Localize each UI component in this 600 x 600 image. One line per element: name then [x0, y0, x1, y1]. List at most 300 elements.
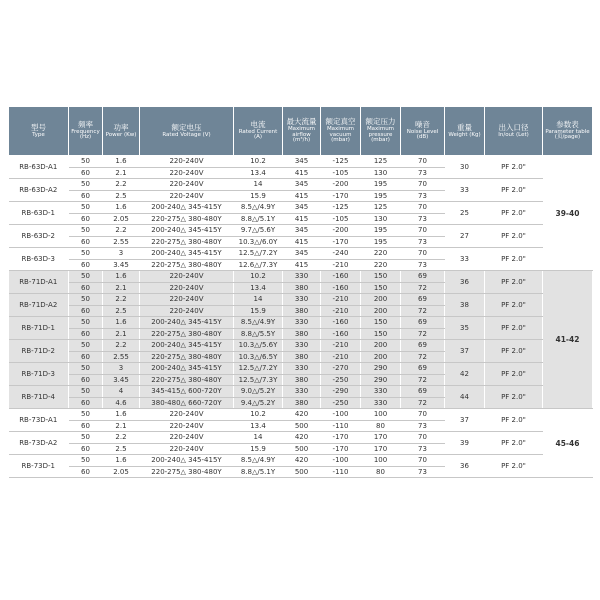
power-cell: 3.45: [103, 374, 140, 386]
table-row: [9, 363, 593, 375]
current-cell: 10.2: [234, 271, 283, 283]
frequency-cell: 60: [69, 259, 103, 271]
frequency-cell: 60: [69, 374, 103, 386]
frequency-cell: 50: [69, 363, 103, 375]
voltage-cell: 220-240V: [140, 167, 234, 179]
model-type-cell: RB-63D-1: [9, 202, 69, 225]
model-type-cell: RB-63D-A2: [9, 179, 69, 202]
header-inout-en: In/out (Let): [498, 131, 529, 138]
voltage-cell: 220-240V: [140, 443, 234, 455]
frequency-cell: 50: [69, 179, 103, 191]
power-cell: 2.2: [103, 179, 140, 191]
model-type-cell: RB-71D-1: [9, 317, 69, 340]
noise-cell: 72: [401, 282, 445, 294]
noise-cell: 69: [401, 294, 445, 306]
frequency-cell: 60: [69, 236, 103, 248]
vacuum-cell: -250: [321, 397, 361, 409]
frequency-cell: 60: [69, 213, 103, 225]
voltage-cell: 345-415△ 600-720Y: [140, 386, 234, 398]
airflow-cell: 415: [283, 167, 321, 179]
current-cell: 14: [234, 294, 283, 306]
power-cell: 1.6: [103, 455, 140, 467]
table-row: [9, 340, 593, 352]
power-cell: 2.5: [103, 190, 140, 202]
power-cell: 2.05: [103, 466, 140, 478]
vacuum-cell: -100: [321, 455, 361, 467]
airflow-cell: 330: [283, 271, 321, 283]
weight-cell: 36: [445, 455, 485, 478]
airflow-cell: 380: [283, 351, 321, 363]
weight-cell: 39: [445, 432, 485, 455]
header-frequency-zh: 频率: [78, 119, 93, 129]
pressure-cell: 150: [361, 282, 401, 294]
noise-cell: 73: [401, 420, 445, 432]
airflow-cell: 500: [283, 443, 321, 455]
vacuum-cell: -105: [321, 213, 361, 225]
vacuum-cell: -210: [321, 294, 361, 306]
pressure-cell: 200: [361, 294, 401, 306]
pressure-cell: 130: [361, 213, 401, 225]
header-page-en: Parameter table (页/page): [545, 128, 590, 141]
table-row: [9, 409, 593, 421]
header-type-en: Type: [32, 131, 45, 138]
vacuum-cell: -160: [321, 271, 361, 283]
current-cell: 8.8△/5.5Y: [234, 328, 283, 340]
current-cell: 8.5△/4.9Y: [234, 455, 283, 467]
current-cell: 13.4: [234, 167, 283, 179]
inout-cell: PF 2.0": [485, 294, 543, 317]
frequency-cell: 50: [69, 294, 103, 306]
noise-cell: 72: [401, 397, 445, 409]
voltage-cell: 200-240△ 345-415Y: [140, 340, 234, 352]
weight-cell: 37: [445, 409, 485, 432]
pressure-cell: 125: [361, 156, 401, 168]
pressure-cell: 200: [361, 340, 401, 352]
voltage-cell: 200-240△ 345-415Y: [140, 455, 234, 467]
airflow-cell: 345: [283, 202, 321, 214]
voltage-cell: 220-240V: [140, 294, 234, 306]
vacuum-cell: -110: [321, 420, 361, 432]
airflow-cell: 330: [283, 386, 321, 398]
airflow-cell: 500: [283, 420, 321, 432]
noise-cell: 72: [401, 305, 445, 317]
frequency-cell: 60: [69, 167, 103, 179]
header-power-en: Power (Kw): [105, 131, 137, 138]
noise-cell: 69: [401, 271, 445, 283]
vacuum-cell: -200: [321, 225, 361, 237]
pressure-cell: 100: [361, 455, 401, 467]
table-row: [9, 317, 593, 329]
pressure-cell: 290: [361, 374, 401, 386]
pressure-cell: 80: [361, 420, 401, 432]
airflow-cell: 415: [283, 213, 321, 225]
airflow-cell: 415: [283, 190, 321, 202]
airflow-cell: 420: [283, 455, 321, 467]
vacuum-cell: -210: [321, 340, 361, 352]
airflow-cell: 330: [283, 363, 321, 375]
header-page: [543, 107, 593, 156]
model-type-cell: RB-71D-A1: [9, 271, 69, 294]
header-voltage-zh: 额定电压: [171, 122, 202, 132]
power-cell: 2.1: [103, 420, 140, 432]
frequency-cell: 60: [69, 305, 103, 317]
noise-cell: 73: [401, 190, 445, 202]
header-pressure-en: Maximum pressure (mbar): [366, 125, 395, 144]
voltage-cell: 220-240V: [140, 409, 234, 421]
power-cell: 2.1: [103, 328, 140, 340]
inout-cell: PF 2.0": [485, 179, 543, 202]
voltage-cell: 220-240V: [140, 282, 234, 294]
current-cell: 8.8△/5.1Y: [234, 466, 283, 478]
weight-cell: 44: [445, 386, 485, 409]
power-cell: 2.2: [103, 340, 140, 352]
pressure-cell: 195: [361, 190, 401, 202]
noise-cell: 69: [401, 317, 445, 329]
header-pressure-zh: 额定压力: [365, 116, 396, 126]
inout-cell: PF 2.0": [485, 271, 543, 294]
header-noise-en: Noise Level (dB): [406, 128, 439, 141]
header-airflow: [283, 107, 321, 156]
pressure-cell: 125: [361, 202, 401, 214]
vacuum-cell: -125: [321, 202, 361, 214]
header-weight-en: Weight (Kg): [448, 131, 481, 138]
pressure-cell: 195: [361, 225, 401, 237]
airflow-cell: 380: [283, 305, 321, 317]
frequency-cell: 60: [69, 397, 103, 409]
voltage-cell: 200-240△ 345-415Y: [140, 202, 234, 214]
current-cell: 9.0△/5.2Y: [234, 386, 283, 398]
airflow-cell: 420: [283, 409, 321, 421]
current-cell: 10.3△/5.6Y: [234, 340, 283, 352]
frequency-cell: 50: [69, 455, 103, 467]
airflow-cell: 330: [283, 317, 321, 329]
noise-cell: 73: [401, 213, 445, 225]
table-row: [9, 455, 593, 467]
voltage-cell: 220-275△ 380-480Y: [140, 466, 234, 478]
header-frequency: [69, 107, 103, 156]
current-cell: 15.9: [234, 305, 283, 317]
power-cell: 1.6: [103, 409, 140, 421]
pressure-cell: 330: [361, 386, 401, 398]
noise-cell: 69: [401, 340, 445, 352]
current-cell: 10.3△/6.5Y: [234, 351, 283, 363]
voltage-cell: 220-240V: [140, 305, 234, 317]
current-cell: 12.6△/7.3Y: [234, 259, 283, 271]
current-cell: 10.2: [234, 156, 283, 168]
vacuum-cell: -210: [321, 259, 361, 271]
power-cell: 1.6: [103, 202, 140, 214]
frequency-cell: 50: [69, 225, 103, 237]
current-cell: 8.5△/4.9Y: [234, 202, 283, 214]
header-weight-zh: 重量: [457, 122, 472, 132]
vacuum-cell: -250: [321, 374, 361, 386]
current-cell: 13.4: [234, 282, 283, 294]
inout-cell: PF 2.0": [485, 386, 543, 409]
header-current: [234, 107, 283, 156]
pressure-cell: 80: [361, 466, 401, 478]
power-cell: 2.2: [103, 225, 140, 237]
voltage-cell: 220-240V: [140, 179, 234, 191]
model-type-cell: RB-63D-2: [9, 225, 69, 248]
weight-cell: 27: [445, 225, 485, 248]
weight-cell: 25: [445, 202, 485, 225]
power-cell: 2.55: [103, 351, 140, 363]
model-type-cell: RB-71D-4: [9, 386, 69, 409]
header-noise: [401, 107, 445, 156]
noise-cell: 72: [401, 351, 445, 363]
current-cell: 9.7△/5.6Y: [234, 225, 283, 237]
inout-cell: PF 2.0": [485, 340, 543, 363]
header-voltage: [140, 107, 234, 156]
model-type-cell: RB-71D-3: [9, 363, 69, 386]
weight-cell: 35: [445, 317, 485, 340]
weight-cell: 30: [445, 156, 485, 179]
voltage-cell: 220-275△ 380-480Y: [140, 236, 234, 248]
power-cell: 2.05: [103, 213, 140, 225]
frequency-cell: 60: [69, 466, 103, 478]
power-cell: 2.2: [103, 294, 140, 306]
noise-cell: 70: [401, 248, 445, 260]
table-row: [9, 179, 593, 191]
pressure-cell: 200: [361, 351, 401, 363]
power-cell: 1.6: [103, 317, 140, 329]
frequency-cell: 50: [69, 340, 103, 352]
inout-cell: PF 2.0": [485, 432, 543, 455]
model-type-cell: RB-63D-3: [9, 248, 69, 271]
model-type-cell: RB-63D-A1: [9, 156, 69, 179]
header-page-zh: 参数表: [556, 119, 579, 129]
pressure-cell: 100: [361, 409, 401, 421]
header-airflow-en: Maximum airflow (m³/h): [287, 125, 316, 144]
voltage-cell: 220-240V: [140, 156, 234, 168]
frequency-cell: 50: [69, 409, 103, 421]
noise-cell: 69: [401, 363, 445, 375]
voltage-cell: 220-275△ 380-480Y: [140, 374, 234, 386]
spec-body: [9, 156, 593, 478]
page-ref-cell: 41-42: [543, 271, 593, 409]
airflow-cell: 330: [283, 340, 321, 352]
noise-cell: 73: [401, 466, 445, 478]
inout-cell: PF 2.0": [485, 202, 543, 225]
vacuum-cell: -210: [321, 305, 361, 317]
pressure-cell: 330: [361, 397, 401, 409]
vacuum-cell: -210: [321, 351, 361, 363]
pressure-cell: 150: [361, 317, 401, 329]
noise-cell: 73: [401, 443, 445, 455]
frequency-cell: 50: [69, 271, 103, 283]
frequency-cell: 50: [69, 317, 103, 329]
header-frequency-en: Frequency (Hz): [71, 128, 100, 141]
power-cell: 2.5: [103, 305, 140, 317]
pressure-cell: 170: [361, 432, 401, 444]
voltage-cell: 220-275△ 380-480Y: [140, 259, 234, 271]
current-cell: 9.4△/5.2Y: [234, 397, 283, 409]
pressure-cell: 200: [361, 305, 401, 317]
pressure-cell: 220: [361, 248, 401, 260]
airflow-cell: 380: [283, 328, 321, 340]
pressure-cell: 195: [361, 236, 401, 248]
table-row: [9, 225, 593, 237]
vacuum-cell: -240: [321, 248, 361, 260]
power-cell: 3: [103, 248, 140, 260]
pressure-cell: 130: [361, 167, 401, 179]
frequency-cell: 50: [69, 156, 103, 168]
noise-cell: 70: [401, 432, 445, 444]
airflow-cell: 415: [283, 259, 321, 271]
header-airflow-zh: 最大流量: [286, 116, 317, 126]
voltage-cell: 220-240V: [140, 190, 234, 202]
voltage-cell: 200-240△ 345-415Y: [140, 225, 234, 237]
vacuum-cell: -290: [321, 386, 361, 398]
table-row: [9, 432, 593, 444]
frequency-cell: 60: [69, 443, 103, 455]
voltage-cell: 220-275△ 380-480Y: [140, 213, 234, 225]
voltage-cell: 220-240V: [140, 432, 234, 444]
vacuum-cell: -160: [321, 317, 361, 329]
header-power: [103, 107, 140, 156]
header-vacuum: [321, 107, 361, 156]
noise-cell: 70: [401, 202, 445, 214]
current-cell: 14: [234, 432, 283, 444]
model-type-cell: RB-73D-1: [9, 455, 69, 478]
noise-cell: 70: [401, 179, 445, 191]
airflow-cell: 500: [283, 466, 321, 478]
voltage-cell: 380-480△ 660-720Y: [140, 397, 234, 409]
airflow-cell: 415: [283, 236, 321, 248]
pressure-cell: 150: [361, 271, 401, 283]
voltage-cell: 200-240△ 345-415Y: [140, 248, 234, 260]
frequency-cell: 50: [69, 248, 103, 260]
noise-cell: 70: [401, 409, 445, 421]
vacuum-cell: -125: [321, 156, 361, 168]
power-cell: 2.2: [103, 432, 140, 444]
page-ref-cell: 45-46: [543, 409, 593, 478]
current-cell: 12.5△/7.2Y: [234, 363, 283, 375]
vacuum-cell: -105: [321, 167, 361, 179]
noise-cell: 73: [401, 167, 445, 179]
header-inout: [485, 107, 543, 156]
header-vacuum-zh: 额定真空: [325, 116, 356, 126]
pressure-cell: 150: [361, 328, 401, 340]
current-cell: 10.2: [234, 409, 283, 421]
airflow-cell: 380: [283, 374, 321, 386]
header-current-en: Rated Current (A): [238, 128, 278, 141]
power-cell: 1.6: [103, 271, 140, 283]
vacuum-cell: -110: [321, 466, 361, 478]
inout-cell: PF 2.0": [485, 248, 543, 271]
power-cell: 2.55: [103, 236, 140, 248]
vacuum-cell: -100: [321, 409, 361, 421]
frequency-cell: 50: [69, 386, 103, 398]
airflow-cell: 345: [283, 156, 321, 168]
noise-cell: 70: [401, 225, 445, 237]
inout-cell: PF 2.0": [485, 363, 543, 386]
header-noise-zh: 噪音: [415, 119, 430, 129]
noise-cell: 73: [401, 236, 445, 248]
header-type: [9, 107, 69, 156]
current-cell: 13.4: [234, 420, 283, 432]
model-type-cell: RB-71D-2: [9, 340, 69, 363]
header-vacuum-en: Maximum vacuum (mbar): [326, 125, 355, 144]
voltage-cell: 220-275△ 380-480Y: [140, 328, 234, 340]
header-inout-zh: 出入口径: [498, 122, 529, 132]
page-ref-cell: 39-40: [543, 156, 593, 271]
current-cell: 12.5△/7.3Y: [234, 374, 283, 386]
inout-cell: PF 2.0": [485, 455, 543, 478]
vacuum-cell: -160: [321, 282, 361, 294]
header-type-zh: 型号: [31, 122, 46, 132]
voltage-cell: 220-275△ 380-480Y: [140, 351, 234, 363]
table-row: [9, 294, 593, 306]
pressure-cell: 195: [361, 179, 401, 191]
current-cell: 10.3△/6.0Y: [234, 236, 283, 248]
frequency-cell: 60: [69, 190, 103, 202]
header-row: [9, 107, 593, 156]
current-cell: 15.9: [234, 443, 283, 455]
power-cell: 2.5: [103, 443, 140, 455]
airflow-cell: 345: [283, 225, 321, 237]
model-type-cell: RB-73D-A2: [9, 432, 69, 455]
model-type-cell: RB-73D-A1: [9, 409, 69, 432]
power-cell: 1.6: [103, 156, 140, 168]
power-cell: 3: [103, 363, 140, 375]
noise-cell: 70: [401, 455, 445, 467]
weight-cell: 42: [445, 363, 485, 386]
noise-cell: 72: [401, 374, 445, 386]
weight-cell: 33: [445, 248, 485, 271]
power-cell: 4: [103, 386, 140, 398]
header-current-zh: 电流: [250, 119, 266, 129]
table-row: [9, 248, 593, 260]
voltage-cell: 200-240△ 345-415Y: [140, 363, 234, 375]
frequency-cell: 50: [69, 432, 103, 444]
noise-cell: 72: [401, 328, 445, 340]
pressure-cell: 170: [361, 443, 401, 455]
power-cell: 2.1: [103, 282, 140, 294]
pressure-cell: 290: [361, 363, 401, 375]
power-cell: 2.1: [103, 167, 140, 179]
spec-table: [8, 106, 593, 478]
vacuum-cell: -170: [321, 432, 361, 444]
frequency-cell: 60: [69, 420, 103, 432]
frequency-cell: 50: [69, 202, 103, 214]
power-cell: 4.6: [103, 397, 140, 409]
current-cell: 14: [234, 179, 283, 191]
current-cell: 8.8△/5.1Y: [234, 213, 283, 225]
header-pressure: [361, 107, 401, 156]
airflow-cell: 420: [283, 432, 321, 444]
table-row: [9, 156, 593, 168]
airflow-cell: 345: [283, 248, 321, 260]
header-power-zh: 功率: [113, 122, 129, 132]
vacuum-cell: -270: [321, 363, 361, 375]
weight-cell: 36: [445, 271, 485, 294]
power-cell: 3.45: [103, 259, 140, 271]
vacuum-cell: -170: [321, 443, 361, 455]
inout-cell: PF 2.0": [485, 317, 543, 340]
inout-cell: PF 2.0": [485, 409, 543, 432]
header-voltage-en: Rated Voltage (V): [162, 131, 211, 138]
current-cell: 12.5△/7.2Y: [234, 248, 283, 260]
vacuum-cell: -170: [321, 190, 361, 202]
noise-cell: 73: [401, 259, 445, 271]
vacuum-cell: -160: [321, 328, 361, 340]
pressure-cell: 220: [361, 259, 401, 271]
weight-cell: 38: [445, 294, 485, 317]
current-cell: 8.5△/4.9Y: [234, 317, 283, 329]
current-cell: 15.9: [234, 190, 283, 202]
airflow-cell: 380: [283, 282, 321, 294]
